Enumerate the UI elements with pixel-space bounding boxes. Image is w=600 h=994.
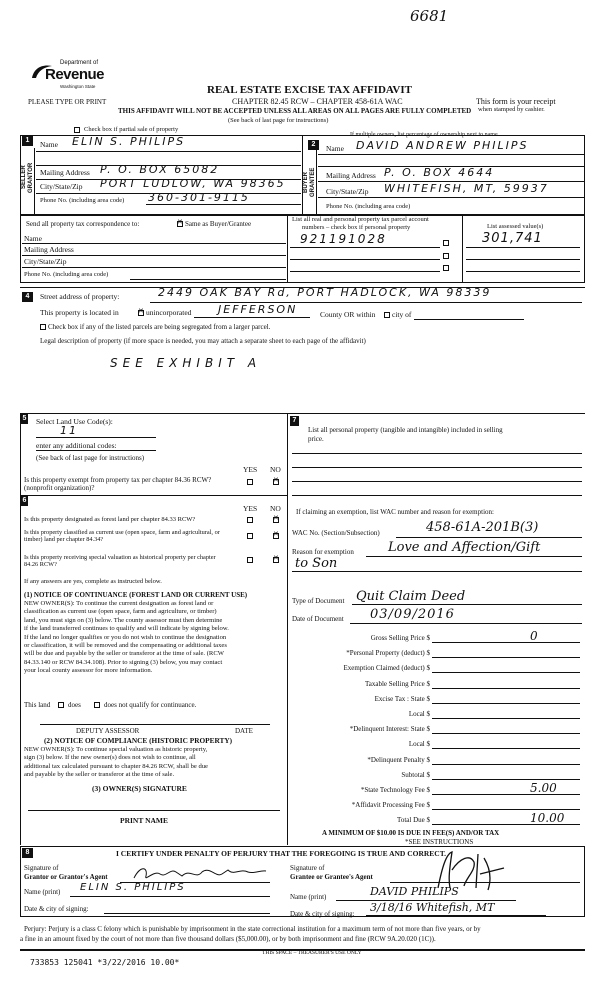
fee-label: Local $ [408, 710, 430, 718]
section-8-number: 8 [22, 848, 33, 858]
does-not-checkbox[interactable] [94, 702, 100, 708]
parcel-personal-checkbox-2[interactable] [443, 253, 449, 259]
compliance-line: sign (3) below. If the new owner(s) does not wish to continue, all [24, 754, 196, 762]
receipt-note-2: when stamped by cashier. [478, 106, 545, 113]
compliance-line: and payable by the seller or transferor at the time of sale. [24, 771, 175, 779]
compliance-line: additional tax calculated pursuant to chapter 84.26 RCW, shall be due [24, 762, 208, 770]
document-date-value[interactable]: 03/09/2016 [370, 607, 455, 622]
does-not-label: does not qualify for continuance. [104, 701, 197, 709]
segregated-checkbox[interactable] [40, 324, 46, 330]
seller-mailing-value[interactable]: P. O. BOX 65082 [100, 163, 220, 176]
reason-value-2[interactable]: to Son [295, 556, 338, 571]
does-checkbox[interactable] [58, 702, 64, 708]
segregated-label: Check box if any of the listed parcels are being segregated from a larger parcel. [48, 323, 271, 331]
fee-label: Gross Selling Price $ [370, 634, 430, 642]
section-5-number: 5 [22, 415, 27, 422]
section-1-number: 1 [22, 136, 33, 146]
continuance-line: your local county assessor for more information. [24, 667, 153, 675]
if-yes-note: If any answers are yes, complete as instructed below. [24, 578, 162, 585]
unincorporated-checkbox[interactable] [138, 310, 144, 316]
land-use-see-back: (See back of last page for instructions) [36, 454, 145, 462]
print-name-label: PRINT NAME [120, 816, 168, 825]
parcel-header-1: List all real and personal property tax parcel account [292, 216, 429, 223]
parcel-header-2: numbers – check box if personal property [302, 224, 411, 231]
grantee-name-value[interactable]: DAVID PHILIPS [370, 885, 459, 898]
corr-city-label: City/State/Zip [24, 257, 67, 266]
cashier-stamp: 733853 125041 *3/22/2016 10.00* [30, 958, 180, 967]
no-header-6: NO [270, 504, 281, 513]
fee-underline [432, 794, 580, 795]
grantee-date-label: Date & city of signing: [290, 910, 355, 918]
parcel-personal-checkbox-3[interactable] [443, 265, 449, 271]
fee-label: *Delinquent Penalty $ [367, 756, 430, 764]
fee-label: Subtotal $ [401, 771, 430, 779]
grantor-name-value[interactable]: ELIN S. PHILIPS [80, 882, 186, 893]
reason-label: Reason for exemption [292, 548, 354, 556]
wac-label: WAC No. (Section/Subsection) [292, 529, 380, 537]
additional-codes-label: enter any additional codes: [36, 441, 117, 450]
county-value[interactable]: JEFFERSON [218, 303, 298, 316]
continuance-line: land, you must sign on (3) below. The county assessor must then determine [24, 616, 223, 624]
continuance-line: if the land transferred continues to qualify and will indicate by signing below. [24, 625, 229, 633]
exempt-no-checkbox[interactable] [273, 479, 279, 485]
section-6-number: 6 [22, 497, 27, 504]
land-use-value[interactable]: 11 [60, 424, 78, 437]
form-warning: THIS AFFIDAVIT WILL NOT BE ACCEPTED UNLESS ALL AREAS ON ALL PAGES ARE FULLY COMPLETED [118, 107, 472, 115]
seller-phone-label: Phone No. (including area code) [40, 197, 125, 204]
buyer-mailing-label: Mailing Address [326, 171, 376, 180]
buyer-phone-label: Phone No. (including area code) [326, 203, 411, 210]
wac-value[interactable]: 458-61A-201B(3) [426, 520, 539, 535]
parcel-personal-checkbox-1[interactable] [443, 240, 449, 246]
document-type-value[interactable]: Quit Claim Deed [356, 589, 466, 604]
perjury-text-2: a fine in an amount fixed by the court of not more than five thousand dollars ($5,000.00), or by both imprisonment and fine (RCW 9A.20.020 (1C)). [20, 935, 436, 943]
personal-property-label-2: price. [308, 435, 324, 443]
buyer-city-value[interactable]: WHITEFISH, MT, 59937 [384, 182, 549, 195]
seller-city-value[interactable]: PORT LUDLOW, WA 98365 [100, 177, 286, 190]
fee-underline [432, 779, 580, 780]
document-date-label: Date of Document [292, 615, 344, 623]
see-back-instructions: (See back of last page for instructions) [228, 117, 329, 124]
partial-sale-checkbox[interactable] [74, 127, 80, 133]
reason-value-1[interactable]: Love and Affection/Gift [388, 540, 541, 555]
fee-label: Total Due $ [397, 816, 430, 824]
seller-mailing-label: Mailing Address [40, 168, 90, 177]
current-use-no-checkbox[interactable] [273, 533, 279, 539]
continuance-text [24, 600, 229, 676]
fee-value[interactable]: 5.00 [530, 781, 557, 795]
fee-underline [432, 642, 580, 643]
located-in-label: This property is located in [40, 308, 119, 317]
fee-label: *Affidavit Processing Fee $ [351, 801, 430, 809]
fee-value[interactable]: 0 [530, 629, 538, 643]
fee-underline [432, 718, 580, 719]
grantee-date-value[interactable]: 3/18/16 Whitefish, MT [370, 901, 495, 914]
city-of-checkbox[interactable] [384, 312, 390, 318]
multiple-owners-note: If multiple owners, list percentage of ownership next to name. [350, 132, 500, 138]
forest-no-checkbox[interactable] [273, 517, 279, 523]
send-correspondence-label: Send all property tax correspondence to: [26, 220, 140, 228]
yes-header-6: YES [243, 504, 258, 513]
fee-underline [432, 657, 580, 658]
perjury-text-1: Perjury: Perjury is a class C felony which is punishable by imprisonment in the state correctional institution for a maximum term of not more than five years, or by [24, 925, 481, 933]
exempt-yes-checkbox[interactable] [247, 479, 253, 485]
no-header-5: NO [270, 465, 281, 474]
agency-name: Revenue [45, 66, 105, 83]
grantor-sig-label-1: Signature of [24, 864, 59, 872]
see-instructions-note: *SEE INSTRUCTIONS [405, 838, 474, 846]
certify-statement: I CERTIFY UNDER PENALTY OF PERJURY THAT THE FOREGOING IS TRUE AND CORRECT. [116, 849, 447, 858]
assessed-value[interactable]: 301,741 [482, 231, 543, 246]
same-as-buyer-label: Same as Buyer/Grantee [185, 220, 252, 228]
fee-underline [432, 748, 580, 749]
continuance-line: or classification, it will be removed and the compensating or additional taxes [24, 642, 227, 650]
fee-label: Local $ [408, 740, 430, 748]
continuance-title: (1) NOTICE OF CONTINUANCE (FOREST LAND OR CURRENT USE) [24, 591, 248, 599]
fee-underline [432, 703, 580, 704]
grantor-name-label: Name (print) [24, 888, 61, 896]
exempt-question: Is this property exempt from property tax per chapter 84.36 RCW? (nonprofit organization)? [24, 476, 212, 493]
legal-description-label: Legal description of property (if more space is needed, you may attach a separate sheet to each page of the affidavit) [40, 337, 366, 345]
seller-name-label: Name [40, 140, 58, 149]
legal-description-value[interactable]: SEE EXHIBIT A [110, 356, 262, 370]
buyer-city-label: City/State/Zip [326, 187, 369, 196]
current-use-question: Is this property classified as current use (open space, farm and agricultural, or timber) land per chapter 84.34? [24, 529, 220, 544]
fee-label: *State Technology Fee $ [360, 786, 430, 794]
city-of-label: city of [392, 310, 412, 319]
continuance-line: will be due and payable by the seller or transferor at the time of sale. (RCW [24, 650, 224, 658]
seller-city-label: City/State/Zip [40, 182, 83, 191]
fee-underline [432, 809, 580, 810]
grantee-sig-label-1: Signature of [290, 864, 325, 872]
fee-label: Taxable Selling Price $ [364, 680, 430, 688]
this-land-label: This land [24, 701, 51, 709]
street-address-value[interactable]: 2449 OAK BAY Rd, PORT HADLOCK, WA 98339 [158, 286, 492, 299]
form-chapter: CHAPTER 82.45 RCW – CHAPTER 458-61A WAC [232, 97, 403, 106]
please-type: PLEASE TYPE OR PRINT [28, 98, 107, 106]
compliance-line: NEW OWNER(S): To continue special valuation as historic property, [24, 746, 208, 753]
buyer-mailing-value[interactable]: P. O. BOX 4644 [384, 166, 495, 179]
buyer-name-value[interactable]: DAVID ANDREW PHILIPS [356, 139, 529, 152]
compliance-title: (2) NOTICE OF COMPLIANCE (HISTORIC PROPERTY) [44, 736, 233, 745]
assessed-header: List assessed value(s) [487, 223, 544, 230]
file-number: 6681 [410, 7, 449, 25]
seller-side-label: SELLER GRANTOR [21, 162, 34, 193]
grantor-sig-label-2: Grantor or Grantor's Agent [24, 873, 108, 881]
owner-signature-label: (3) OWNER(S) SIGNATURE [92, 784, 187, 793]
corr-mailing-label: Mailing Address [24, 245, 74, 254]
historic-no-checkbox[interactable] [273, 557, 279, 563]
fee-underline [432, 764, 580, 765]
section-7-number: 7 [290, 416, 299, 426]
grantor-date-label: Date & city of signing: [24, 905, 89, 913]
corr-phone-label: Phone No. (including area code) [24, 271, 109, 278]
compliance-text [24, 746, 208, 780]
continuance-line: 84.33.140 or RCW 84.34.108). Prior to signing (3) below, you may contact [24, 658, 223, 666]
fee-underline [432, 733, 580, 734]
fee-underline [432, 688, 580, 689]
same-as-buyer-checkbox[interactable] [177, 221, 183, 227]
parcel-number-value[interactable]: 921191028 [300, 232, 387, 246]
agency-state: Washington State [60, 84, 96, 89]
yes-header-5: YES [243, 465, 258, 474]
section-2-number: 2 [308, 140, 319, 150]
fee-label: *Personal Property (deduct) $ [346, 649, 430, 657]
continuance-line: If the land no longer qualifies or you do not wish to continue the designation [24, 633, 227, 641]
form-title: REAL ESTATE EXCISE TAX AFFIDAVIT [207, 84, 412, 96]
fee-label: *Delinquent Interest: State $ [349, 725, 430, 733]
document-type-label: Type of Document [292, 597, 345, 605]
fee-label: Exemption Claimed (deduct) $ [343, 664, 430, 672]
assessor-date-label: DATE [235, 727, 253, 735]
treasurer-use-label: THIS SPACE – TREASURER'S USE ONLY [262, 950, 362, 956]
current-use-yes-checkbox[interactable] [247, 533, 253, 539]
exemption-claim-label: If claiming an exemption, list WAC number and reason for exemption: [296, 508, 494, 516]
fee-value[interactable]: 10.00 [530, 811, 565, 825]
fee-label: Excise Tax : State $ [374, 695, 430, 703]
grantee-sig-label-2: Grantee or Grantee's Agent [290, 873, 373, 881]
county-or-within-label: County OR within [320, 310, 376, 319]
historic-question: Is this property receiving special valuation as historical property per chapter 84.26 RCW? [24, 554, 216, 569]
continuance-line: classification as current use (open space, farm and agriculture, or timber) [24, 608, 217, 616]
buyer-name-label: Name [326, 144, 344, 153]
agency-line1: Department of [60, 60, 99, 66]
forest-yes-checkbox[interactable] [247, 517, 253, 523]
minimum-fee-note: A MINIMUM OF $10.00 IS DUE IN FEE(S) AND/OR TAX [322, 829, 500, 837]
fee-underline [432, 672, 580, 673]
grantee-name-label: Name (print) [290, 893, 327, 901]
land-use-label: Select Land Use Code(s): [36, 417, 113, 426]
deputy-assessor-label: DEPUTY ASSESSOR [76, 727, 140, 735]
partial-sale-label: Check box if partial sale of property [84, 126, 179, 133]
receipt-note-1: This form is your receipt [476, 97, 556, 106]
forest-land-question: Is this property designated as forest land per chapter 84.33 RCW? [24, 516, 196, 523]
corr-name-label: Name [24, 234, 42, 243]
continuance-line: NEW OWNER(S): To continue the current designation as forest land or [24, 600, 214, 607]
does-label: does [68, 701, 81, 709]
buyer-side-label: BUYER GRANTEE [303, 167, 316, 198]
street-address-label: Street address of property: [40, 292, 120, 301]
personal-property-label-1: List all personal property (tangible and intangible) included in selling [308, 426, 503, 434]
unincorporated-label: unincorporated [146, 308, 192, 317]
section-4-number: 4 [22, 292, 33, 302]
historic-yes-checkbox[interactable] [247, 557, 253, 563]
seller-phone-value[interactable]: 360-301-9115 [148, 191, 250, 204]
seller-name-value[interactable]: ELIN S. PHILIPS [72, 135, 186, 148]
